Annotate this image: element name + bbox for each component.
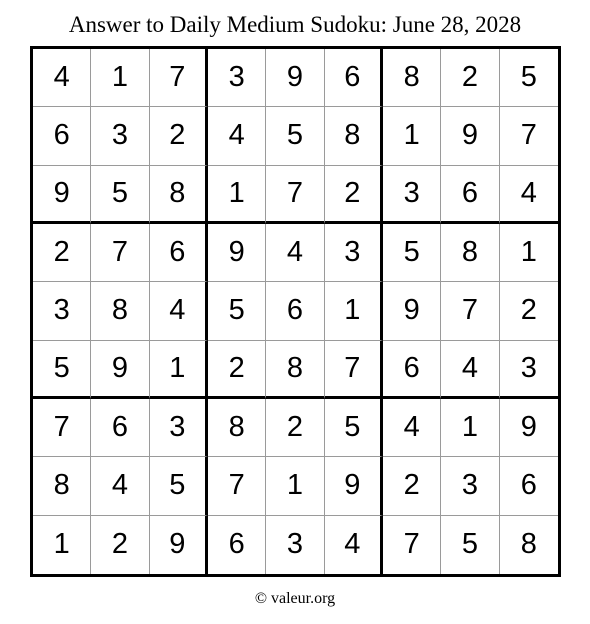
sudoku-cell-r4-c3: 6 <box>150 224 208 282</box>
sudoku-cell-r3-c1: 9 <box>33 166 91 224</box>
sudoku-cell-r1-c1: 4 <box>33 49 91 107</box>
sudoku-cell-r2-c5: 5 <box>266 107 324 165</box>
sudoku-cell-r2-c9: 7 <box>500 107 558 165</box>
sudoku-cell-r4-c9: 1 <box>500 224 558 282</box>
sudoku-cell-r9-c6: 4 <box>325 516 383 574</box>
sudoku-cell-r7-c8: 1 <box>441 399 499 457</box>
sudoku-cell-r1-c7: 8 <box>383 49 441 107</box>
sudoku-cell-r1-c6: 6 <box>325 49 383 107</box>
sudoku-cell-r9-c7: 7 <box>383 516 441 574</box>
sudoku-cell-r5-c8: 7 <box>441 282 499 340</box>
sudoku-cell-r8-c6: 9 <box>325 457 383 515</box>
sudoku-cell-r2-c8: 9 <box>441 107 499 165</box>
sudoku-cell-r4-c1: 2 <box>33 224 91 282</box>
sudoku-cell-r7-c7: 4 <box>383 399 441 457</box>
sudoku-cell-r7-c5: 2 <box>266 399 324 457</box>
sudoku-cell-r5-c5: 6 <box>266 282 324 340</box>
sudoku-cell-r5-c3: 4 <box>150 282 208 340</box>
sudoku-cell-r7-c3: 3 <box>150 399 208 457</box>
sudoku-cell-r8-c4: 7 <box>208 457 266 515</box>
sudoku-cell-r4-c5: 4 <box>266 224 324 282</box>
sudoku-cell-r8-c1: 8 <box>33 457 91 515</box>
sudoku-cell-r7-c1: 7 <box>33 399 91 457</box>
sudoku-cell-r6-c3: 1 <box>150 341 208 399</box>
sudoku-cell-r6-c5: 8 <box>266 341 324 399</box>
sudoku-cell-r6-c1: 5 <box>33 341 91 399</box>
sudoku-cell-r3-c8: 6 <box>441 166 499 224</box>
puzzle-title: Answer to Daily Medium Sudoku: June 28, 2028 <box>68 12 522 37</box>
sudoku-cell-r9-c4: 6 <box>208 516 266 574</box>
sudoku-cell-r1-c2: 1 <box>91 49 149 107</box>
sudoku-cell-r3-c6: 2 <box>325 166 383 224</box>
sudoku-cell-r3-c9: 4 <box>500 166 558 224</box>
sudoku-cell-r3-c4: 1 <box>208 166 266 224</box>
sudoku-cell-r7-c2: 6 <box>91 399 149 457</box>
sudoku-cell-r1-c8: 2 <box>441 49 499 107</box>
sudoku-cell-r6-c2: 9 <box>91 341 149 399</box>
sudoku-cell-r5-c6: 1 <box>325 282 383 340</box>
sudoku-cell-r3-c7: 3 <box>383 166 441 224</box>
sudoku-cell-r8-c7: 2 <box>383 457 441 515</box>
sudoku-cell-r5-c9: 2 <box>500 282 558 340</box>
sudoku-cell-r5-c4: 5 <box>208 282 266 340</box>
sudoku-grid <box>30 46 561 577</box>
sudoku-cell-r8-c3: 5 <box>150 457 208 515</box>
sudoku-cell-r6-c8: 4 <box>441 341 499 399</box>
sudoku-cell-r4-c6: 3 <box>325 224 383 282</box>
sudoku-cell-r7-c9: 9 <box>500 399 558 457</box>
sudoku-cell-r8-c9: 6 <box>500 457 558 515</box>
sudoku-cell-r4-c4: 9 <box>208 224 266 282</box>
sudoku-cell-r9-c5: 3 <box>266 516 324 574</box>
sudoku-cell-r1-c4: 3 <box>208 49 266 107</box>
sudoku-cell-r4-c2: 7 <box>91 224 149 282</box>
sudoku-cell-r8-c2: 4 <box>91 457 149 515</box>
sudoku-cell-r3-c5: 7 <box>266 166 324 224</box>
sudoku-cell-r1-c3: 7 <box>150 49 208 107</box>
sudoku-cell-r9-c8: 5 <box>441 516 499 574</box>
sudoku-cell-r9-c2: 2 <box>91 516 149 574</box>
sudoku-cell-r4-c8: 8 <box>441 224 499 282</box>
sudoku-cell-r8-c5: 1 <box>266 457 324 515</box>
sudoku-cell-r2-c4: 4 <box>208 107 266 165</box>
sudoku-cell-r6-c6: 7 <box>325 341 383 399</box>
sudoku-cell-r9-c3: 9 <box>150 516 208 574</box>
sudoku-cell-r6-c7: 6 <box>383 341 441 399</box>
sudoku-cell-r8-c8: 3 <box>441 457 499 515</box>
copyright-footer: © valeur.org <box>254 590 336 607</box>
sudoku-cell-r2-c3: 2 <box>150 107 208 165</box>
sudoku-cell-r7-c6: 5 <box>325 399 383 457</box>
sudoku-cell-r1-c5: 9 <box>266 49 324 107</box>
sudoku-cell-r3-c2: 5 <box>91 166 149 224</box>
sudoku-cell-r5-c1: 3 <box>33 282 91 340</box>
sudoku-cell-r6-c9: 3 <box>500 341 558 399</box>
sudoku-cell-r4-c7: 5 <box>383 224 441 282</box>
sudoku-cell-r2-c6: 8 <box>325 107 383 165</box>
sudoku-cell-r1-c9: 5 <box>500 49 558 107</box>
sudoku-cell-r2-c7: 1 <box>383 107 441 165</box>
sudoku-cell-r3-c3: 8 <box>150 166 208 224</box>
sudoku-cell-r9-c9: 8 <box>520 528 537 561</box>
sudoku-cell-r6-c4: 2 <box>208 341 266 399</box>
sudoku-cell-r9-c1: 1 <box>33 516 91 574</box>
sudoku-cell-r2-c2: 3 <box>91 107 149 165</box>
sudoku-cell-r2-c1: 6 <box>33 107 91 165</box>
sudoku-cell-r7-c4: 8 <box>208 399 266 457</box>
sudoku-cell-r5-c2: 8 <box>91 282 149 340</box>
sudoku-cell-r5-c7: 9 <box>383 282 441 340</box>
